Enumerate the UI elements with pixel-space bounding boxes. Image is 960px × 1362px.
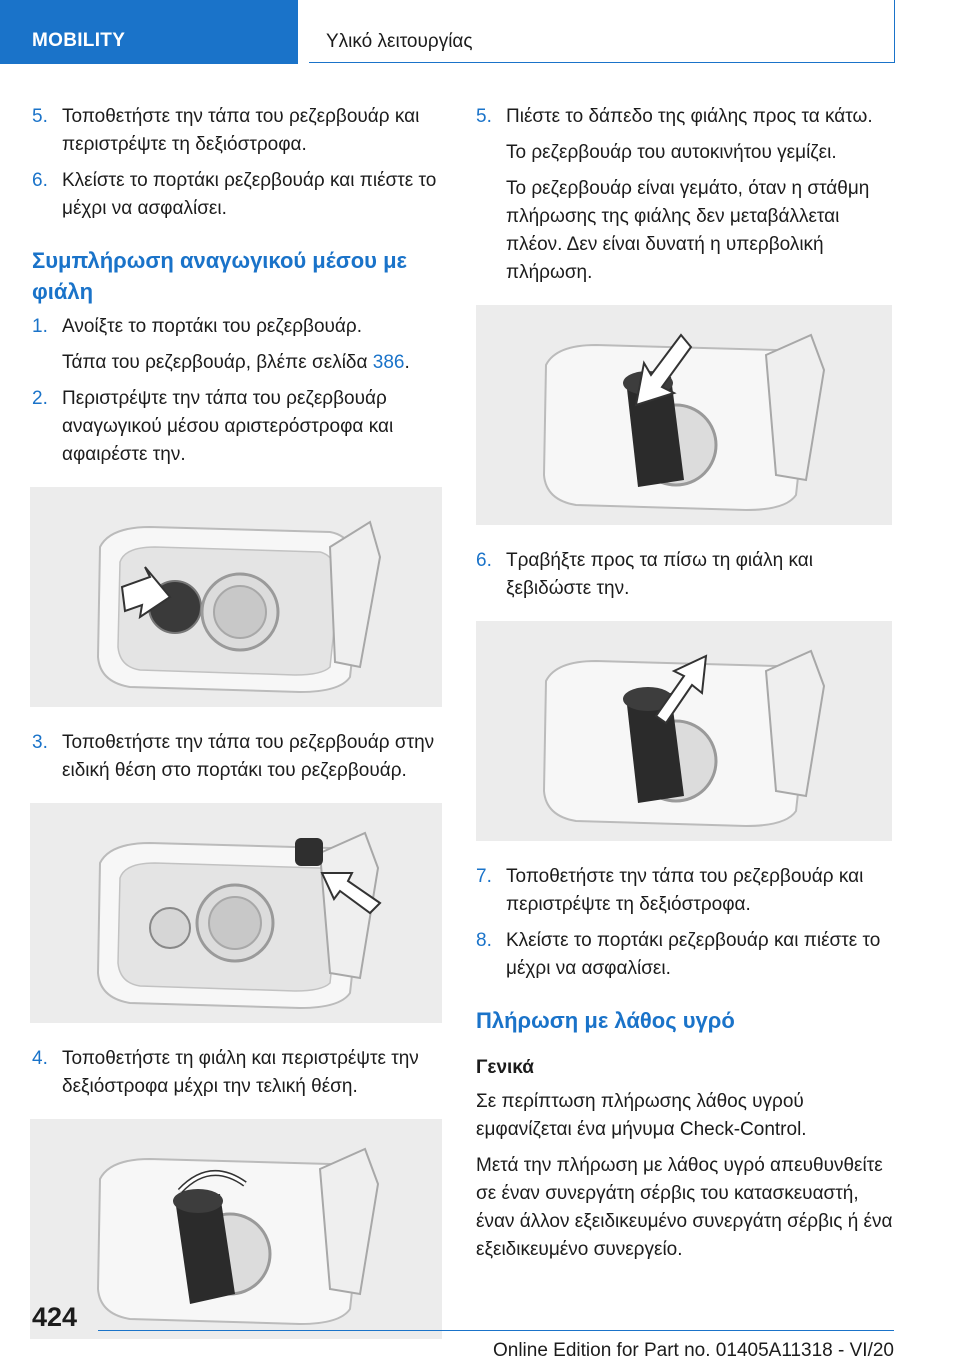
step-item <box>476 863 894 919</box>
step-number: 2. <box>32 388 48 409</box>
step-text: Περιστρέψτε την τάπα του ρεζερβουάρ αναγωγικού μέσου αριστερόστροφα και αφαιρέστε την. <box>62 388 394 465</box>
section-title: MOBILITY <box>32 30 126 51</box>
step-text: Τραβήξτε προς τα πίσω τη φιάλη και ξεβιδώστε την. <box>506 550 813 599</box>
step-item <box>32 167 444 223</box>
step-text: Ανοίξτε το πορτάκι του ρεζερβουάρ. <box>62 316 362 337</box>
illustration-pull-bottle <box>476 621 892 841</box>
step-number: 3. <box>32 732 48 753</box>
illustration-press-bottle <box>476 305 892 525</box>
step-text: Τοποθετήστε την τάπα του ρεζερβουάρ και περιστρέψτε τη δεξιόστροφα. <box>62 106 420 155</box>
step-item <box>32 313 444 341</box>
step-text: Κλείστε το πορτάκι ρεζερβουάρ και πιέστε το μέχρι να ασφαλίσει. <box>506 930 881 979</box>
illustration-store-cap <box>30 803 442 1023</box>
note-text: Τάπα του ρεζερβουάρ, βλέπε σελίδα <box>62 352 373 373</box>
chapter-tab <box>309 0 895 63</box>
step-item <box>32 385 444 469</box>
step-number: 7. <box>476 866 492 887</box>
step-number: 6. <box>32 170 48 191</box>
step-note <box>32 349 444 377</box>
step-text: Κλείστε το πορτάκι ρεζερβουάρ και πιέστε το μέχρι να ασφαλίσει. <box>62 170 437 219</box>
page-link[interactable]: 386 <box>372 352 405 373</box>
step-item <box>476 927 894 983</box>
step-text: Τοποθετήστε τη φιάλη και περιστρέψτε την δεξιόστροφα μέχρι την τελική θέση. <box>62 1048 419 1097</box>
subsection-heading: Γενικά <box>476 1057 534 1078</box>
note-tail: . <box>404 352 410 373</box>
step-note: Το ρεζερβουάρ είναι γεμάτο, όταν η στάθμη πλήρωσης της φιάλης δεν μεταβάλλεται πλέον. Δεν είναι δυνατή η υπερβολική πλήρωση. <box>506 178 870 283</box>
step-number: 5. <box>476 106 492 127</box>
illustration-screw-bottle <box>30 1119 442 1339</box>
step-item <box>32 1045 444 1101</box>
section-tab <box>0 0 298 64</box>
step-number: 6. <box>476 550 492 571</box>
footer-rule <box>98 1330 894 1331</box>
page-number: 424 <box>32 1302 78 1332</box>
section-heading: Συμπλήρωση αναγωγικού μέσου με φιάλη <box>32 248 407 304</box>
step-item <box>476 103 894 131</box>
right-column <box>476 103 894 1272</box>
step-text: Τοποθετήστε την τάπα του ρεζερβουάρ στην ειδική θέση στο πορτάκι του ρεζερβουάρ. <box>62 732 435 781</box>
body-paragraph: Μετά την πλήρωση με λάθος υγρό απευθυνθείτε σε έναν συνεργάτη σέρβις του κατασκευαστή, έναν άλλον εξειδικευμένο συνεργάτη σέρβις ή ένα εξειδικευμένο συνεργείο. <box>476 1155 893 1260</box>
step-number: 1. <box>32 316 48 337</box>
step-text: Πιέστε το δάπεδο της φιάλης προς τα κάτω. <box>506 106 873 127</box>
chapter-title: Υλικό λειτουργίας <box>326 31 473 52</box>
step-text: Τοποθετήστε την τάπα του ρεζερβουάρ και περιστρέψτε τη δεξιόστροφα. <box>506 866 864 915</box>
step-item <box>32 103 444 159</box>
step-number: 4. <box>32 1048 48 1069</box>
step-item <box>476 547 894 603</box>
step-note: Το ρεζερβουάρ του αυτοκινήτου γεμίζει. <box>506 142 837 163</box>
illustration-remove-cap <box>30 487 442 707</box>
left-column <box>32 103 444 1361</box>
section-heading: Πλήρωση με λάθος υγρό <box>476 1008 735 1033</box>
step-number: 5. <box>32 106 48 127</box>
step-number: 8. <box>476 930 492 951</box>
body-paragraph: Σε περίπτωση πλήρωσης λάθος υγρού εμφανίζεται ένα μήνυμα Check-Control. <box>476 1091 807 1140</box>
step-item <box>32 729 444 785</box>
edition-footer: Online Edition for Part no. 01405A11318 - VI/20 <box>492 1340 894 1361</box>
